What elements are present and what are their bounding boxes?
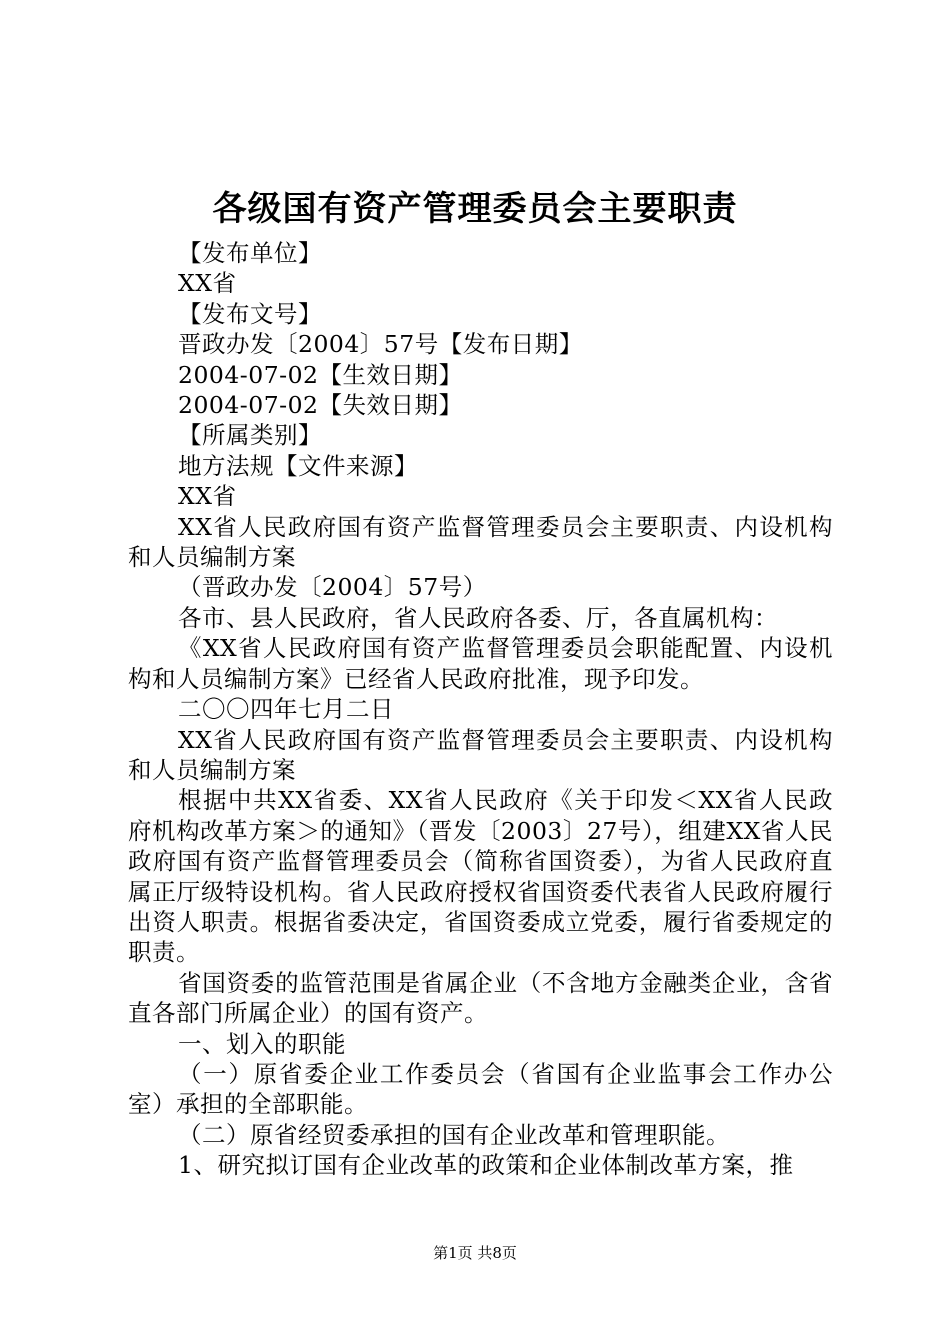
document-title: 各级国有资产管理委员会主要职责 — [212, 189, 738, 229]
paragraph: 【发布文号】 — [178, 299, 322, 328]
page-footer: 第1页 共8页 — [433, 1244, 517, 1262]
paragraph: 晋政办发〔2004〕57号【发布日期】 — [178, 330, 583, 359]
paragraph: XX省人民政府国有资产监督管理委员会主要职责、内设机构和人员编制方案 — [128, 512, 833, 572]
paragraph: 各市、县人民政府，省人民政府各委、厅，各直属机构： — [178, 603, 778, 632]
paragraph: 2004-07-02【生效日期】 — [178, 360, 463, 389]
paragraph: XX省 — [178, 269, 237, 298]
paragraph: （一）原省委企业工作委员会（省国有企业监事会工作办公室）承担的全部职能。 — [128, 1059, 833, 1119]
paragraph: XX省 — [178, 482, 237, 511]
paragraph: 《XX省人民政府国有资产监督管理委员会职能配置、内设机构和人员编制方案》已经省人民政府批准，现予印发。 — [128, 634, 833, 693]
paragraph: 【所属类别】 — [178, 421, 322, 450]
paragraph: 2004-07-02【失效日期】 — [178, 391, 463, 420]
document-body — [128, 238, 833, 1181]
paragraph: 省国资委的监管范围是省属企业（不含地方金融类企业，含省直各部门所属企业）的国有资产。 — [128, 968, 833, 1028]
paragraph: 地方法规【文件来源】 — [178, 451, 418, 480]
paragraph: （晋政办发〔2004〕57号） — [178, 573, 487, 602]
paragraph: XX省人民政府国有资产监督管理委员会主要职责、内设机构和人员编制方案 — [128, 725, 833, 784]
paragraph: 根据中共XX省委、XX省人民政府《关于印发＜XX省人民政府机构改革方案＞的通知》（晋发〔2003〕27号），组建XX省人民政府国有资产监督管理委员会（简称省国资委），为省人民政府直属正厅级特设机构。省人民政府授权省国资委代表省人民政府履行出资人职责。根据省委决定，省国资委成立党委，履行省委规定的职责。 — [128, 786, 833, 967]
paragraph: 【发布单位】 — [178, 239, 322, 267]
paragraph: 二〇〇四年七月二日 — [178, 695, 394, 724]
paragraph: 一、划入的职能 — [178, 1029, 346, 1058]
paragraph: （二）原省经贸委承担的国有企业改革和管理职能。 — [178, 1120, 730, 1149]
paragraph: 1、研究拟订国有企业改革的政策和企业体制改革方案，推 — [178, 1151, 794, 1180]
